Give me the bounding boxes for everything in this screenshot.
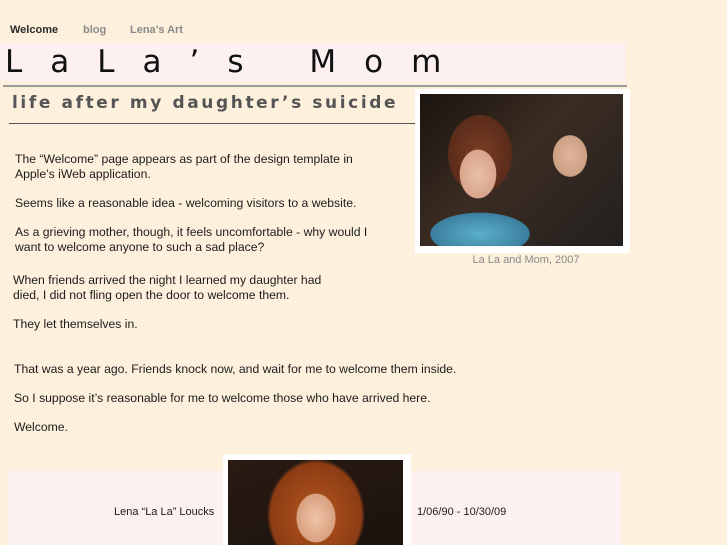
footer-name: Lena “La La” Loucks — [114, 506, 215, 518]
footer-dates: 1/06/90 - 10/30/09 — [417, 506, 507, 518]
photo-lena — [228, 460, 403, 545]
paragraph-3-line-1: As a grieving mother, though, it feels uncomfortable - why would I — [15, 225, 368, 239]
paragraph-1 — [15, 152, 353, 182]
paragraph-5 — [13, 317, 138, 332]
footer-photo-frame — [223, 454, 411, 545]
paragraph-2-text: Seems like a reasonable idea - welcoming visitors to a website. — [15, 196, 357, 210]
paragraph-4 — [13, 273, 321, 303]
site-title: LaLa’s Mom — [5, 44, 470, 80]
header-divider — [3, 85, 627, 87]
paragraph-2 — [15, 196, 356, 211]
paragraph-8 — [14, 420, 68, 435]
paragraph-7-text: So I suppose it’s reasonable for me to welcome those who have arrived here. — [14, 391, 431, 405]
nav-blog[interactable]: blog — [83, 24, 107, 36]
photo-caption: La La and Mom, 2007 — [472, 254, 580, 266]
photo-frame — [415, 89, 630, 253]
paragraph-1-line-2: Apple’s iWeb application. — [15, 167, 151, 181]
paragraph-3-line-2: want to welcome anyone to such a sad place? — [15, 240, 265, 254]
subtitle-divider — [9, 123, 415, 124]
photo-lala-and-mom — [420, 94, 623, 246]
paragraph-8-text: Welcome. — [14, 420, 68, 434]
page-subtitle: life after my daughter’s suicide — [12, 93, 399, 113]
nav-welcome[interactable]: Welcome — [10, 24, 59, 36]
paragraph-5-text: They let themselves in. — [13, 317, 138, 331]
paragraph-7 — [14, 391, 430, 406]
nav-lenas-art[interactable]: Lena’s Art — [130, 24, 183, 36]
paragraph-6 — [14, 362, 456, 377]
paragraph-4-line-2: died, I did not fling open the door to welcome them. — [13, 288, 290, 302]
paragraph-6-text: That was a year ago. Friends knock now, and wait for me to welcome them inside. — [14, 362, 457, 376]
paragraph-1-line-1: The “Welcome” page appears as part of the design template in — [15, 152, 353, 166]
paragraph-3 — [15, 225, 367, 255]
paragraph-4-line-1: When friends arrived the night I learned my daughter had — [13, 273, 322, 287]
